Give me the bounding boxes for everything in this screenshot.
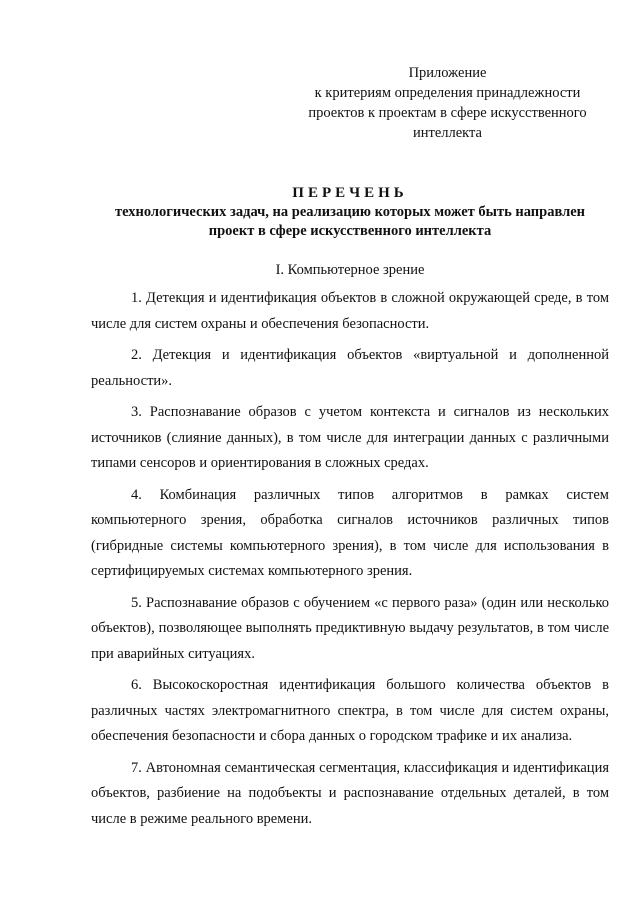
appendix-line: проектов к проектам в сфере искусственного <box>308 105 587 121</box>
document-title <box>90 184 610 241</box>
title-subtitle-line: проект в сфере искусственного интеллекта <box>208 223 492 239</box>
section-heading: I. Компьютерное зрение <box>275 262 425 278</box>
list-item: 1. Детекция и идентификация объектов в сложной окружающей среде, в том числе для систем охраны и обеспечения безопасности. <box>91 290 609 332</box>
title-subtitle-line: технологических задач, на реализацию которых может быть направлен <box>114 204 586 220</box>
list-item: 3. Распознавание образов с учетом контекста и сигналов из нескольких источников (слияние данных), в том числе для интеграции данных с различными типами сенсоров и ориентирования в сложных средах. <box>91 404 609 471</box>
list-item: 7. Автономная семантическая сегментация, классификация и идентификация объектов, разбиение на подобъекты и распознавание отдельных деталей, в том числе в режиме реального времени. <box>91 759 609 827</box>
appendix-line: интеллекта <box>412 125 482 141</box>
list-item: 5. Распознавание образов с обучением «с первого раза» (один или несколько объектов), позволяющее выполнять предиктивную выдачу результатов, в том числе при аварийных ситуациях. <box>91 594 609 662</box>
list-item: 4. Комбинация различных типов алгоритмов в рамках систем компьютерного зрения, обработка сигналов источников различных типов (гибридные системы компьютерного зрения), в том числе для использования в сертифицируемых системах компьютерного зрения. <box>91 486 609 579</box>
item-list <box>91 286 609 838</box>
list-item: 6. Высокоскоростная идентификация большого количества объектов в различных частях электромагнитного спектра, в том числе для систем охраны, обеспечения безопасности и сбора данных о городском трафике и их анализа. <box>91 677 609 744</box>
list-item: 2. Детекция и идентификация объектов «виртуальной и дополненной реальности». <box>91 347 609 389</box>
appendix-line: к критериям определения принадлежности <box>314 85 581 101</box>
appendix-header <box>300 63 595 143</box>
title-word: ПЕРЕЧЕНЬ <box>292 185 408 201</box>
appendix-line: Приложение <box>408 65 487 81</box>
